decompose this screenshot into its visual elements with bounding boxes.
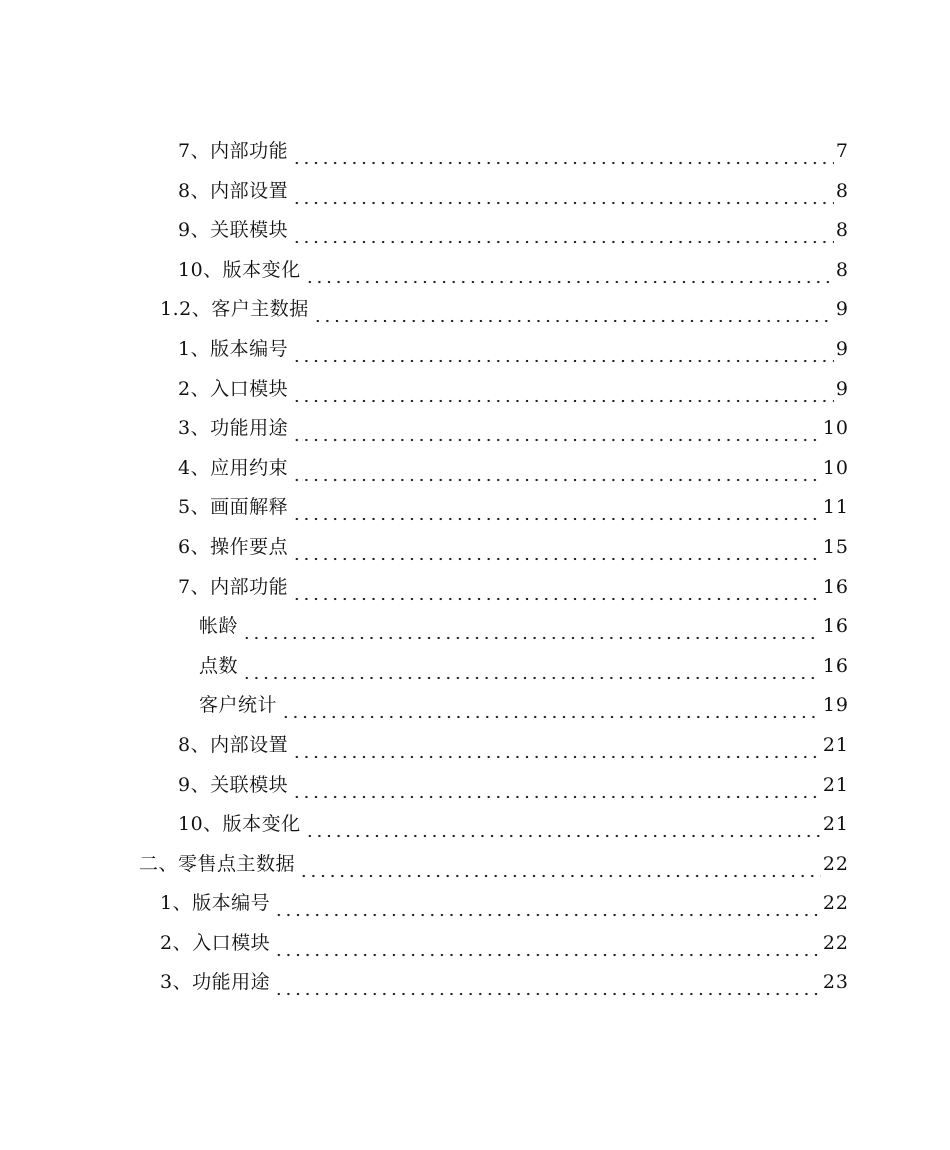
toc-entry[interactable] (199, 647, 950, 687)
toc-entry-page-number: 7 (835, 140, 849, 162)
toc-entry-title: 客户统计 (199, 694, 278, 717)
dot-leader (274, 884, 821, 924)
toc-entry-title: 1、版本编号 (160, 892, 271, 915)
toc-entry[interactable] (199, 607, 950, 647)
toc-entry[interactable] (178, 132, 950, 172)
toc-entry[interactable] (160, 290, 950, 330)
toc-entry[interactable] (178, 528, 950, 568)
toc-entry-page-number: 9 (835, 377, 849, 400)
toc-entry[interactable] (178, 409, 950, 449)
dot-leader (274, 924, 821, 964)
dot-leader (292, 726, 821, 766)
toc-entry-page-number: 10 (822, 417, 849, 440)
toc-entry-title: 3、功能用途 (178, 417, 289, 440)
toc-entry[interactable] (178, 488, 950, 528)
dot-leader (292, 449, 821, 489)
toc-entry-page-number: 22 (822, 931, 849, 954)
toc-entry-page-number: 21 (822, 733, 849, 756)
toc-entry-title: 10、版本变化 (178, 813, 301, 836)
dot-leader (281, 686, 821, 726)
toc-entry-title: 帐龄 (199, 615, 239, 638)
toc-entry-page-number: 11 (822, 496, 849, 519)
dot-leader (242, 607, 821, 647)
toc-entry-page-number: 19 (822, 694, 849, 717)
toc-entry-title: 二、零售点主数据 (139, 852, 296, 875)
dot-leader (292, 211, 834, 251)
dot-leader (242, 647, 821, 687)
toc-entry[interactable] (178, 568, 950, 608)
toc-entry[interactable] (160, 924, 950, 964)
toc-entry-title: 5、画面解释 (178, 496, 289, 519)
toc-entry[interactable] (178, 449, 950, 489)
dot-leader (299, 845, 821, 885)
toc-entry-page-number: 22 (822, 852, 849, 875)
toc-entry-title: 10、版本变化 (178, 258, 301, 281)
toc-entry-title: 7、内部功能 (178, 575, 289, 598)
toc-entry-page-number: 16 (822, 575, 849, 598)
toc-entry-page-number: 21 (822, 813, 849, 836)
toc-entry-page-number: 8 (835, 258, 849, 281)
toc-entry-page-number: 15 (822, 535, 849, 558)
toc-entry-title: 4、应用约束 (178, 456, 289, 479)
toc-entry-title: 2、入口模块 (178, 377, 289, 400)
toc-entry[interactable] (139, 845, 950, 885)
toc-entry-page-number: 21 (822, 773, 849, 796)
toc-entry-title: 1、版本编号 (178, 337, 289, 360)
toc-entry-page-number: 23 (822, 971, 849, 994)
toc-entry-title: 3、功能用途 (160, 971, 271, 994)
toc-entry[interactable] (160, 884, 950, 924)
toc-entry[interactable] (178, 805, 950, 845)
dot-leader (292, 370, 834, 410)
toc-entry-page-number: 16 (822, 654, 849, 677)
toc-entry-title: 9、关联模块 (178, 219, 289, 242)
toc-entry-title: 7、内部功能 (178, 140, 289, 162)
toc-entry[interactable] (178, 211, 950, 251)
toc-entry[interactable] (199, 686, 950, 726)
dot-leader (292, 172, 834, 212)
toc-entry[interactable] (178, 172, 950, 212)
toc-entry[interactable] (178, 766, 950, 806)
toc-entry-page-number: 9 (835, 298, 849, 321)
toc-entry-page-number: 10 (822, 456, 849, 479)
dot-leader (274, 963, 821, 1003)
dot-leader (292, 488, 821, 528)
dot-leader (292, 330, 834, 370)
toc-entry-page-number: 9 (835, 337, 849, 360)
dot-leader (292, 766, 821, 806)
toc-entry-title: 9、关联模块 (178, 773, 289, 796)
dot-leader (292, 528, 821, 568)
toc-entry[interactable] (178, 251, 950, 291)
dot-leader (305, 805, 821, 845)
toc-entry-page-number: 16 (822, 615, 849, 638)
toc-entry[interactable] (178, 726, 950, 766)
dot-leader (292, 409, 821, 449)
toc-entry[interactable] (178, 330, 950, 370)
dot-leader (292, 568, 821, 608)
table-of-contents (0, 132, 950, 1003)
toc-entry-page-number: 8 (835, 219, 849, 242)
toc-entry-page-number: 22 (822, 892, 849, 915)
toc-entry-title: 2、入口模块 (160, 931, 271, 954)
toc-entry-title: 8、内部设置 (178, 179, 289, 202)
dot-leader (313, 290, 834, 330)
toc-entry-title: 点数 (199, 654, 239, 677)
dot-leader (292, 132, 834, 172)
toc-entry[interactable] (178, 370, 950, 410)
toc-entry-page-number: 8 (835, 179, 849, 202)
toc-entry-title: 6、操作要点 (178, 535, 289, 558)
dot-leader (305, 251, 834, 291)
toc-entry-title: 8、内部设置 (178, 733, 289, 756)
toc-entry[interactable] (160, 963, 950, 1003)
toc-entry-title: 1.2、客户主数据 (160, 298, 309, 321)
